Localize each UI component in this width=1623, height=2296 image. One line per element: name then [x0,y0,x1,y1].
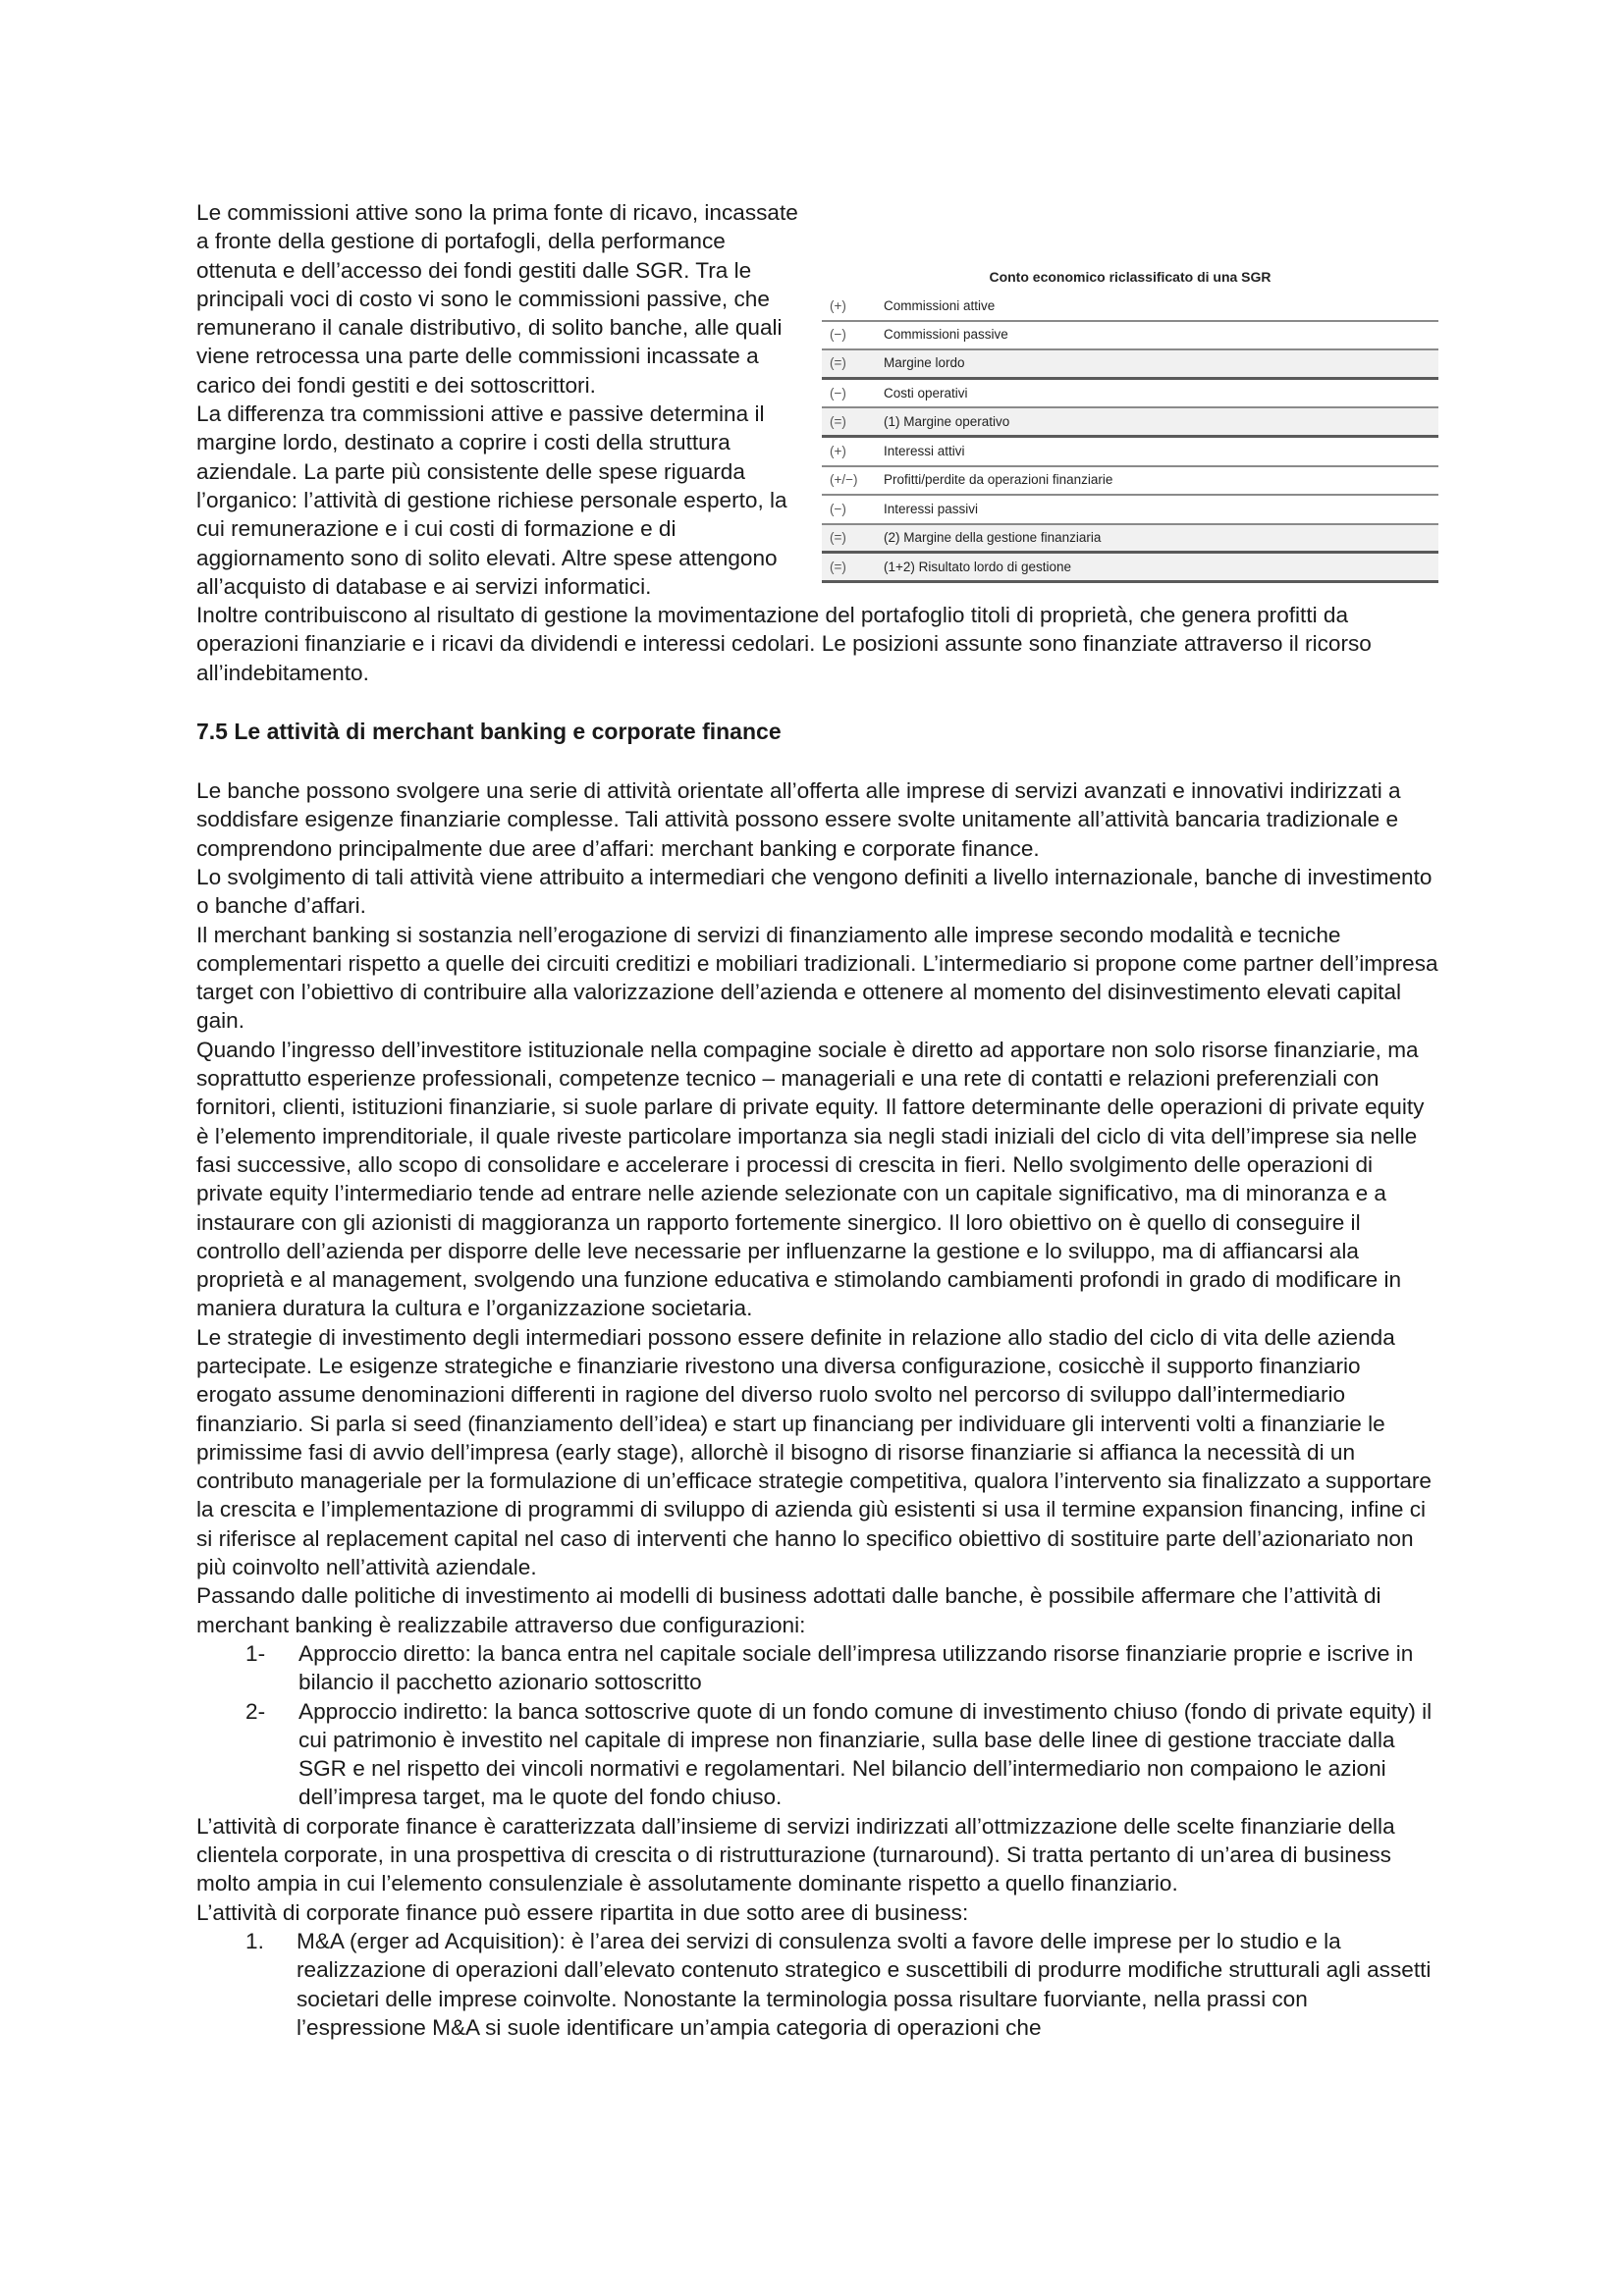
body-paragraph: Passando dalle politiche di investimento ai modelli di business adottati dalle banche, è possibile affermare che l’attività di merchant banking è realizzabile attraverso due configurazioni: [196,1583,1381,1637]
body-paragraph: L’attività di corporate finance è caratterizzata dall’insieme di servizi indirizzati all’ottmizzazione delle scelte finanziarie della clientela corporate, in una prospettiva di crescita o di ristrutturazione (turnaround). Si tratta pertanto di un’area di business molto ampia in cui l’elemento consulenziale è assolutamente dominante rispetto a quello finanziario. [196,1813,1395,1896]
income-statement-rows [822,293,1438,583]
income-row-sign: (=) [830,355,846,371]
list-item [196,1927,1438,2042]
list-item-number: 1. [245,1928,264,1953]
income-row [822,554,1438,583]
income-row-label: Margine lordo [884,355,965,371]
income-row [822,350,1438,380]
income-row-label: (1+2) Risultato lordo di gestione [884,559,1071,574]
document-page [196,198,1438,2042]
income-row-label: Commissioni passive [884,327,1008,343]
section-paragraphs [196,776,1438,1639]
income-row [822,408,1438,438]
income-row-sign: (−) [830,327,846,343]
income-row-sign: (=) [830,530,846,546]
corporate-finance-paragraphs [196,1812,1438,1927]
list-item [196,1697,1438,1812]
configuration-list [196,1639,1438,1812]
income-row [822,525,1438,555]
income-row-sign: (−) [830,501,846,516]
body-paragraph: Quando l’ingresso dell’investitore istituzionale nella compagine sociale è diretto ad apportare non solo risorse finanziarie, ma soprattutto esperienze professionali, competenze tecnico – manageriali e una rete di contatti e relazioni preferenziali con fornitori, clienti, istituzioni finanziarie, si suole parlare di private equity. Il fattore determinante delle operazioni di private equity è l’elemento imprenditoriale, il quale riveste particolare importanza sia negli stadi iniziali del ciclo di vita dell’imprese sia nelle fasi successive, allo scopo di consolidare e accelerare i processi di crescita in fieri. Nello svolgimento delle operazioni di private equity l’intermediario tende ad entrare nelle aziende selezionate con un capitale significativo, ma di minoranza e a instaurare con gli azionisti di maggioranza un rapporto fortemente sinergico. Il loro obiettivo on è quello di conseguire il controllo dell’azienda per disporre delle leve necessarie per influenzarne la gestione e lo sviluppo, ma di affiancarsi ala proprietà e al management, svolgendo una funzione educativa e stimolando cambiamenti profondi in grado di modificare in maniera duratura la cultura e l’organizzazione societaria. [196,1037,1425,1321]
body-paragraph: Le strategie di investimento degli intermediari possono essere definite in relazione allo stadio del ciclo di vita delle azienda partecipate. Le esigenze strategiche e finanziarie rivestono una diversa configurazione, cosicchè il supporto finanziario erogato assume denominazioni differenti in ragione del diverso ruolo svolto nel percorso di sviluppo dall’intermediario finanziario. Si parla si seed (finanziamento dell’idea) e start up financiang per individuare gli interventi volti a finanziarie le primissime fasi di avvio dell’impresa (early stage), allorchè il bisogno di risorse finanziarie si affianca la necessità di un contributo manageriale per la formulazione di un’efficace strategie competitiva, qualora l’intervento sia finalizzato a supportare la crescita e l’implementazione di programmi di sviluppo di azienda giù esistenti si usa il termine expansion financing, infine ci si riferisce al replacement capital nel caso di interventi che hanno lo specifico obiettivo di sostituire parte dell’azionariato non più coinvolto nell’attività aziendale. [196,1324,1433,1580]
income-row-sign: (=) [830,559,846,574]
body-paragraph: Lo svolgimento di tali attività viene attribuito a intermediari che vengono definiti a livello internazionale, banche di investimento o banche d’affari. [196,864,1433,919]
intro-paragraph-2: La differenza tra commissioni attive e passive determina il margine lordo, destinato a coprire i costi della struttura aziendale. La parte più consistente delle spese riguarda l’organico: l’attività di gestione richiese personale esperto, la cui remunerazione e i cui costi di formazione e di aggiornamento sono di solito elevati. Altre spese attengono all’acquisto di database e ai servizi informatici. [196,401,787,599]
list-item [196,1639,1438,1697]
income-row-label: (2) Margine della gestione finanziaria [884,530,1102,546]
list-item-number: 2- [245,1698,266,1724]
list-item-text: Approccio indiretto: la banca sottoscrive quote di un fondo comune di investimento chiuso (fondo di private equity) il cui patrimonio è investito nel capitale di imprese non finanziarie, sulla base delle linee di gestione tracciate dalla SGR e nel rispetto dei vincoli normativi e regolamentari. Nel bilancio dell’intermediario non compaiono le azioni dell’impresa target, ma le quote del fondo chiuso. [298,1698,1433,1810]
income-row-sign: (−) [830,385,846,400]
income-row [822,293,1438,322]
section-heading: 7.5 Le attività di merchant banking e corporate finance [196,719,782,745]
business-areas-list [196,1927,1438,2042]
list-item-text: Approccio diretto: la banca entra nel capitale sociale dell’impresa utilizzando risorse finanziarie proprie e iscrive in bilancio il pacchetto azionario sottoscritto [298,1640,1414,1695]
income-statement-table [822,269,1438,583]
list-item-text: M&A (erger ad Acquisition): è l’area dei servizi di consulenza svolti a favore delle imprese per lo studio e la realizzazione di operazioni dall’elevato contenuto strategico e suscettibili di produrre modifiche strutturali agli assetti societari delle imprese coinvolte. Nonostante la terminologia possa risultare fuorviante, nella prassi con l’espressione M&A si suole identificare un’ampia categoria di operazioni che [297,1928,1432,2040]
body-paragraph: L’attività di corporate finance può essere ripartita in due sotto aree di business: [196,1899,969,1925]
body-paragraph: Le banche possono svolgere una serie di attività orientate all’offerta alle imprese di servizi avanzati e innovativi indirizzati a soddisfare esigenze finanziarie complesse. Tali attività possono essere svolte unitamente all’attività bancaria tradizionale e comprendono principalmente due aree d’affari: merchant banking e corporate finance. [196,778,1401,861]
income-row-sign: (+) [830,297,846,313]
intro-paragraph-3: Inoltre contribuiscono al risultato di gestione la movimentazione del portafoglio titoli di proprietà, che genera profitti da operazioni finanziarie e i ricavi da dividendi e interessi cedolari. Le posizioni assunte sono finanziate attraverso il ricorso all’indebitamento. [196,603,1372,685]
income-row [822,380,1438,409]
income-row [822,496,1438,525]
income-row-sign: (=) [830,413,846,429]
income-row-label: Commissioni attive [884,297,996,313]
body-paragraph: Il merchant banking si sostanzia nell’erogazione di servizi di finanziamento alle imprese secondo modalità e tecniche complementari rispetto a quelle dei circuiti creditizi e mobiliari tradizionali. L’intermediario si propone come partner dell’impresa target con l’obiettivo di contribuire alla valorizzazione dell’azienda e ottenere al momento del disinvestimento elevati capital gain. [196,922,1438,1034]
income-row-label: Costi operativi [884,385,968,400]
income-row-label: Interessi attivi [884,443,965,458]
income-row-sign: (+) [830,443,846,458]
income-row [822,467,1438,497]
income-row-label: Interessi passivi [884,501,979,516]
income-row [822,322,1438,351]
income-row-label: Profitti/perdite da operazioni finanziarie [884,472,1113,488]
income-statement-title: Conto economico riclassificato di una SGR [989,269,1271,285]
income-row-label: (1) Margine operativo [884,413,1010,429]
income-row [822,438,1438,467]
income-row-sign: (+/−) [830,472,858,488]
list-item-number: 1- [245,1640,266,1666]
intro-paragraph-1: Le commissioni attive sono la prima fonte di ricavo, incassate a fronte della gestione di portafogli, della performance ottenuta e dell’accesso dei fondi gestiti dalle SGR. Tra le principali voci di costo vi sono le commissioni passive, che remunerano il canale distributivo, di solito banche, alle quali viene retrocessa una parte delle commissioni incassate a carico dei fondi gestiti e dei sottoscrittori. [196,200,798,398]
